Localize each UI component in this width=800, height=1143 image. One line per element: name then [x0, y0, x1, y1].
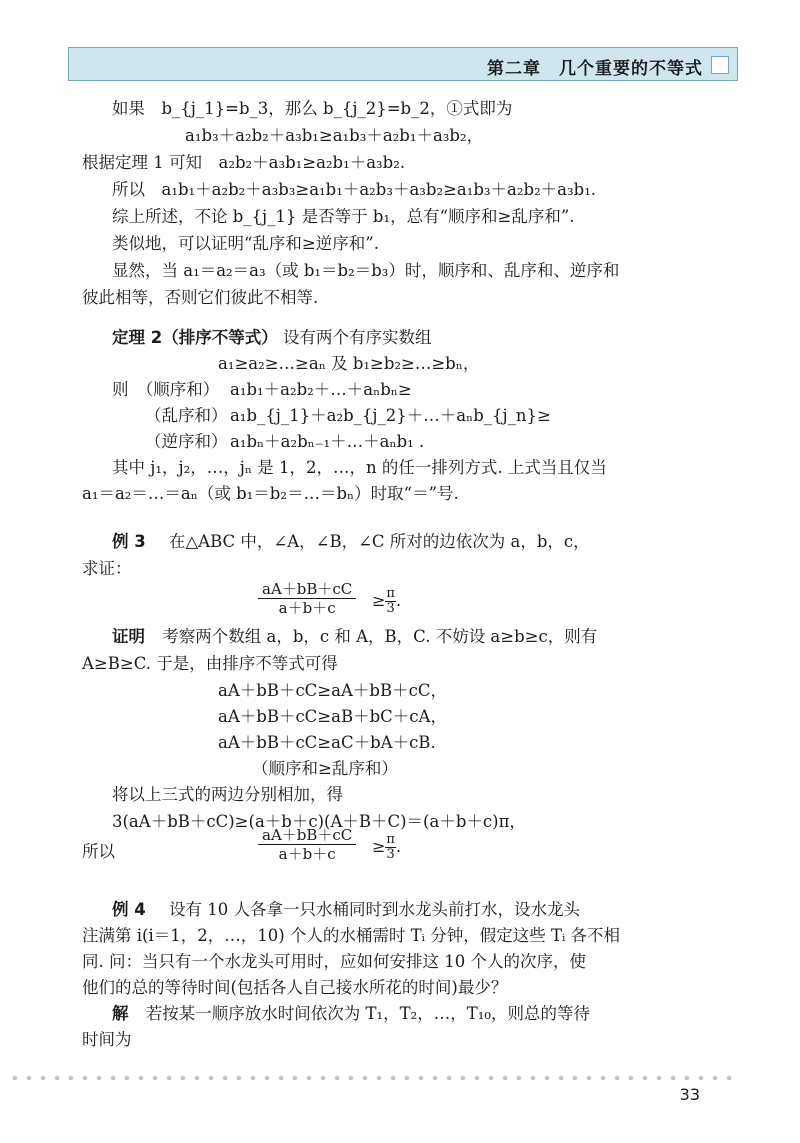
rhs-numerator: π	[386, 832, 395, 847]
footer-dotted-rule	[8, 1075, 738, 1081]
formula-line: a₁≥a₂≥…≥aₙ 及 b₁≥b₂≥…≥bₙ，	[218, 354, 480, 373]
formula-line: a₁bₙ＋a₂bₙ₋₁＋…＋aₙb₁ .	[230, 432, 425, 451]
solution-text: 若按某一顺序放水时间依次为 T₁，T₂，…，T₁₀，则总的等待	[145, 1004, 590, 1023]
text-line: 根据定理 1 可知 a₂b₂＋a₃b₁≥a₂b₁＋a₃b₂.	[82, 153, 406, 172]
fraction-2-rhs	[372, 833, 401, 862]
fraction-numerator: aA＋bB＋cC	[258, 826, 356, 845]
pi-over-3	[385, 587, 396, 616]
text-line: 其中 j₁，j₂，…，jₙ 是 1，2，…，n 的任一排列方式. 上式当且仅当	[112, 458, 607, 477]
text-line: 彼此相等，否则它们彼此不相等.	[82, 288, 319, 307]
formula-line: a₁b_{j_1}＋a₂b_{j_2}＋…＋aₙb_{j_n}≥	[230, 406, 551, 425]
text-line: 同. 问：当只有一个水龙头可用时，应如何安排这 10 个人的次序，使	[82, 952, 586, 971]
row-label: （乱序和）	[145, 406, 228, 425]
text-line: 类似地，可以证明“乱序和≥逆序和”.	[112, 234, 379, 253]
text-line: 注满第 i(i＝1，2，…，10) 个人的水桶需时 Tᵢ 分钟，假定这些 Tᵢ 各不相	[82, 926, 621, 945]
formula-line: aA＋bB＋cC≥aB＋bC＋cA，	[218, 707, 447, 726]
example-4-line	[112, 898, 580, 922]
rhs-denominator: 3	[386, 601, 395, 616]
fraction-denominator: a＋b＋c	[278, 599, 336, 617]
relation-sign: ≥	[372, 591, 386, 610]
text-line: 如果 b_{j_1}=b_3，那么 b_{j_2}=b_2，①式即为	[112, 99, 513, 118]
fraction-numerator: aA＋bB＋cC	[258, 580, 356, 599]
theorem-2-line	[112, 326, 431, 350]
end-period: .	[395, 591, 402, 610]
text-line: 求证：	[82, 559, 132, 578]
rhs-denominator: 3	[386, 847, 395, 862]
fraction-1-rhs	[372, 587, 401, 616]
theorem-text: 设有两个有序实数组	[282, 328, 432, 347]
solution-label: 解	[112, 1004, 129, 1023]
formula-line: 3(aA＋bB＋cC)≥(a＋b＋c)(A＋B＋C)＝(a＋b＋c)π，	[112, 812, 526, 831]
example-text: 设有 10 人各拿一只水桶同时到水龙头前打水，设水龙头	[168, 900, 580, 919]
formula-line: aA＋bB＋cC≥aC＋bA＋cB.	[218, 733, 436, 752]
row-label: （逆序和）	[145, 432, 228, 451]
text-line: 他们的总的等待时间(包括各人自己接水所花的时间)最少？	[82, 978, 508, 997]
example-text: 在△ABC 中，∠A，∠B，∠C 所对的边依次为 a，b，c，	[168, 532, 590, 551]
inequality-row-ordered	[112, 378, 219, 402]
fraction-2	[258, 826, 356, 863]
proof-text: 考察两个数组 a，b，c 和 A，B，C. 不妨设 a≥b≥c，则有	[162, 627, 598, 646]
formula-line: a₁b₁＋a₂b₂＋…＋aₙbₙ≥	[230, 380, 412, 399]
chapter-title: 第二章 几个重要的不等式	[487, 59, 703, 79]
text-line: 综上所述，不论 b_{j_1} 是否等于 b₁，总有“顺序和≥乱序和”.	[112, 207, 575, 226]
example-label: 例 3	[112, 532, 146, 551]
text-line: 显然，当 a₁＝a₂＝a₃（或 b₁＝b₂＝b₃）时，顺序和、乱序和、逆序和	[112, 261, 620, 280]
formula-line: aA＋bB＋cC≥aA＋bB＋cC，	[218, 681, 447, 700]
fraction-1	[258, 580, 356, 617]
pi-over-3	[385, 833, 396, 862]
row-label: 则 （顺序和）	[112, 380, 220, 399]
end-period: .	[395, 837, 402, 856]
text-line: A≥B≥C. 于是，由排序不等式可得	[82, 654, 338, 673]
text-line: 时间为	[82, 1030, 132, 1049]
page-number: 33	[679, 1085, 700, 1104]
text-line: a₁＝a₂＝…＝aₙ（或 b₁＝b₂＝…＝bₙ）时取“＝”号.	[82, 484, 459, 503]
fraction-denominator: a＋b＋c	[278, 845, 336, 863]
rhs-numerator: π	[386, 586, 395, 601]
text-line: 将以上三式的两边分别相加，得	[112, 785, 343, 804]
relation-sign: ≥	[372, 837, 386, 856]
example-3-line	[112, 530, 590, 554]
example-label: 例 4	[112, 900, 146, 919]
proof-line	[112, 625, 597, 649]
text-line: 所以	[82, 842, 115, 861]
text-line: 所以 a₁b₁＋a₂b₂＋a₃b₃≥a₁b₁＋a₂b₃＋a₃b₂≥a₁b₃＋a₂b₂＋a₃b₁.	[112, 180, 597, 199]
solution-line	[112, 1002, 590, 1026]
theorem-label: 定理 2（排序不等式）	[112, 328, 278, 347]
formula-line: a₁b₃＋a₂b₂＋a₃b₁≥a₁b₃＋a₂b₁＋a₃b₂，	[185, 126, 484, 145]
note-line: （顺序和≥乱序和）	[252, 759, 398, 778]
proof-label: 证明	[112, 627, 145, 646]
